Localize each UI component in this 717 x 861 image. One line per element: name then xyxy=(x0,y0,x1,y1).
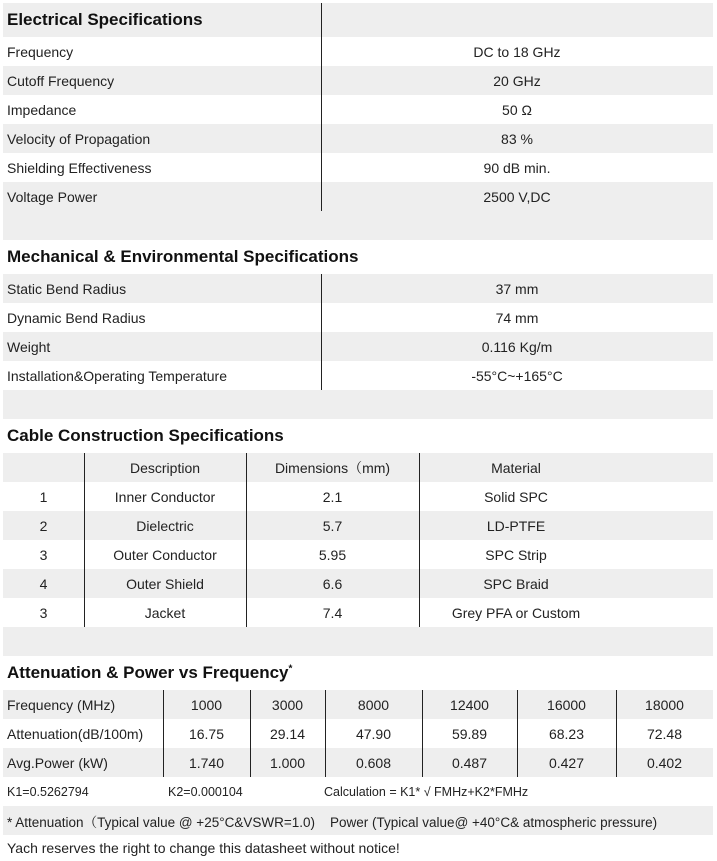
column-divider xyxy=(163,690,164,719)
column-divider xyxy=(517,690,518,719)
k1-constant: K1=0.5262794 xyxy=(7,784,89,799)
table-cell: 1 xyxy=(39,488,48,505)
table-cell: 0.427 xyxy=(548,754,585,771)
column-divider xyxy=(246,598,247,627)
table-cell: 16000 xyxy=(547,696,586,713)
table-cell: 68.23 xyxy=(548,725,585,742)
footnote: * Attenuation（Typical value @ +25°C&VSWR=1.0) Power (Typical value@ +40°C& atmospheric pressure) xyxy=(7,814,658,830)
table-cell: SPC Strip xyxy=(485,546,547,563)
table-cell: 7.4 xyxy=(322,604,343,621)
column-divider xyxy=(422,719,423,748)
table-cell: 2 xyxy=(39,517,48,534)
column-divider xyxy=(250,719,251,748)
construction-section-header xyxy=(3,419,713,453)
table-cell: 18000 xyxy=(645,696,684,713)
table-cell: 12400 xyxy=(450,696,489,713)
spec-row xyxy=(3,66,713,95)
column-divider xyxy=(419,482,420,511)
spec-label: Voltage Power xyxy=(7,188,98,205)
table-cell: 1.000 xyxy=(269,754,306,771)
column-divider xyxy=(250,748,251,777)
section-spacer xyxy=(3,627,713,656)
column-divider xyxy=(419,511,420,540)
column-divider xyxy=(517,748,518,777)
spec-label: Cutoff Frequency xyxy=(7,72,115,89)
spec-value: DC to 18 GHz xyxy=(473,43,561,60)
spec-row xyxy=(3,153,713,182)
spec-row xyxy=(3,37,713,66)
row-label: Attenuation(dB/100m) xyxy=(7,725,144,742)
column-divider xyxy=(419,598,420,627)
section-spacer xyxy=(3,211,713,240)
spec-label: Static Bend Radius xyxy=(7,280,127,297)
column-divider xyxy=(321,95,322,124)
column-divider xyxy=(321,37,322,66)
attenuation-section-header xyxy=(3,656,713,690)
table-cell: 29.14 xyxy=(269,725,306,742)
column-header xyxy=(3,453,84,482)
spec-row xyxy=(3,274,713,303)
table-row xyxy=(3,598,713,627)
spec-label: Velocity of Propagation xyxy=(7,130,151,147)
column-divider xyxy=(246,540,247,569)
table-cell: Solid SPC xyxy=(484,488,548,505)
row-label: Avg.Power (kW) xyxy=(7,754,108,771)
column-divider xyxy=(246,453,247,482)
spec-label: Installation&Operating Temperature xyxy=(7,367,227,384)
column-divider xyxy=(246,482,247,511)
column-divider xyxy=(616,719,617,748)
column-divider xyxy=(321,153,322,182)
table-cell: 3 xyxy=(39,546,48,563)
table-cell: 1.740 xyxy=(188,754,225,771)
table-row xyxy=(3,511,713,540)
spec-value: 37 mm xyxy=(495,280,539,297)
calculation-formula: Calculation = K1* √ FMHz+K2*FMHz xyxy=(324,784,529,799)
spec-row xyxy=(3,332,713,361)
table-cell: Dielectric xyxy=(136,517,194,534)
table-cell: Outer Shield xyxy=(126,575,204,592)
spec-value: 74 mm xyxy=(495,309,539,326)
column-divider xyxy=(163,748,164,777)
datasheet xyxy=(3,3,713,861)
column-header: Dimensions（mm) xyxy=(274,459,391,476)
table-cell: 3000 xyxy=(271,696,304,713)
spec-value: 0.116 Kg/m xyxy=(481,338,553,355)
spec-value: 90 dB min. xyxy=(483,159,551,176)
table-cell: 3 xyxy=(39,604,48,621)
table-cell: 72.48 xyxy=(646,725,683,742)
column-divider xyxy=(321,361,322,390)
spec-value: 20 GHz xyxy=(493,72,541,89)
column-divider xyxy=(325,719,326,748)
column-divider xyxy=(321,66,322,95)
table-cell: 16.75 xyxy=(188,725,225,742)
attenuation-title xyxy=(3,663,292,683)
table-cell: Jacket xyxy=(144,604,186,621)
attenuation-row xyxy=(3,748,713,777)
column-divider xyxy=(321,303,322,332)
column-divider xyxy=(84,511,85,540)
table-row xyxy=(3,482,713,511)
column-divider xyxy=(246,511,247,540)
table-cell: 6.6 xyxy=(322,575,343,592)
column-divider xyxy=(419,569,420,598)
column-divider xyxy=(321,332,322,361)
formula-row xyxy=(3,777,713,806)
table-cell: 0.487 xyxy=(451,754,488,771)
spec-value: 50 Ω xyxy=(502,101,532,118)
spec-label: Impedance xyxy=(7,101,77,118)
attenuation-row xyxy=(3,719,713,748)
disclaimer: Yach reserves the right to change this datasheet without notice! xyxy=(7,840,400,856)
column-divider xyxy=(163,719,164,748)
column-divider xyxy=(422,690,423,719)
column-header: Description xyxy=(129,459,201,476)
column-divider xyxy=(517,719,518,748)
attenuation-title-text: Attenuation & Power vs Frequency xyxy=(7,663,289,682)
table-cell: 59.89 xyxy=(451,725,488,742)
column-divider xyxy=(321,124,322,153)
spec-row xyxy=(3,124,713,153)
electrical-title: Electrical Specifications xyxy=(7,10,203,29)
spec-label: Dynamic Bend Radius xyxy=(7,309,146,326)
footnote-row xyxy=(3,806,713,835)
column-divider xyxy=(84,569,85,598)
column-divider xyxy=(246,569,247,598)
spec-row xyxy=(3,361,713,390)
spec-row xyxy=(3,95,713,124)
table-cell: 5.7 xyxy=(322,517,343,534)
table-row xyxy=(3,569,713,598)
table-cell: 47.90 xyxy=(355,725,392,742)
column-divider xyxy=(84,453,85,482)
attenuation-title-mark: * xyxy=(288,663,293,675)
column-divider xyxy=(84,598,85,627)
table-row xyxy=(3,540,713,569)
construction-title: Cable Construction Specifications xyxy=(7,426,284,445)
spec-row xyxy=(3,303,713,332)
column-divider xyxy=(419,540,420,569)
section-spacer xyxy=(3,390,713,419)
column-divider xyxy=(250,690,251,719)
table-cell: Outer Conductor xyxy=(113,546,217,563)
disclaimer-row xyxy=(3,835,713,861)
column-divider xyxy=(616,748,617,777)
table-cell: 0.608 xyxy=(355,754,392,771)
attenuation-row xyxy=(3,690,713,719)
spec-value: -55°C~+165°C xyxy=(471,367,563,384)
electrical-section-header xyxy=(3,3,713,37)
column-divider xyxy=(325,748,326,777)
column-divider xyxy=(321,3,322,37)
table-cell: 1000 xyxy=(190,696,223,713)
table-cell: Inner Conductor xyxy=(114,488,216,505)
table-cell: 4 xyxy=(39,575,48,592)
table-cell: 0.402 xyxy=(646,754,683,771)
spec-row xyxy=(3,182,713,211)
spec-label: Weight xyxy=(7,338,51,355)
spec-value: 2500 V,DC xyxy=(483,188,551,205)
table-cell: Grey PFA or Custom xyxy=(451,604,581,621)
column-divider xyxy=(84,482,85,511)
mechanical-title: Mechanical & Environmental Specifications xyxy=(7,247,359,266)
column-divider xyxy=(616,690,617,719)
table-cell: 5.95 xyxy=(318,546,347,563)
spec-value: 83 % xyxy=(501,130,533,147)
column-divider xyxy=(325,690,326,719)
table-cell: LD-PTFE xyxy=(486,517,546,534)
k2-constant: K2=0.000104 xyxy=(168,784,243,799)
column-divider xyxy=(422,748,423,777)
construction-header-row xyxy=(3,453,713,482)
table-cell: SPC Braid xyxy=(483,575,549,592)
column-divider xyxy=(419,453,420,482)
spec-label: Shielding Effectiveness xyxy=(7,159,152,176)
table-cell: 2.1 xyxy=(322,488,343,505)
column-header: Material xyxy=(491,459,541,476)
row-label: Frequency (MHz) xyxy=(7,696,116,713)
mechanical-section-header xyxy=(3,240,713,274)
spec-label: Frequency xyxy=(7,43,74,60)
column-divider xyxy=(84,540,85,569)
table-cell: 8000 xyxy=(357,696,390,713)
column-divider xyxy=(321,182,322,211)
column-divider xyxy=(321,274,322,303)
